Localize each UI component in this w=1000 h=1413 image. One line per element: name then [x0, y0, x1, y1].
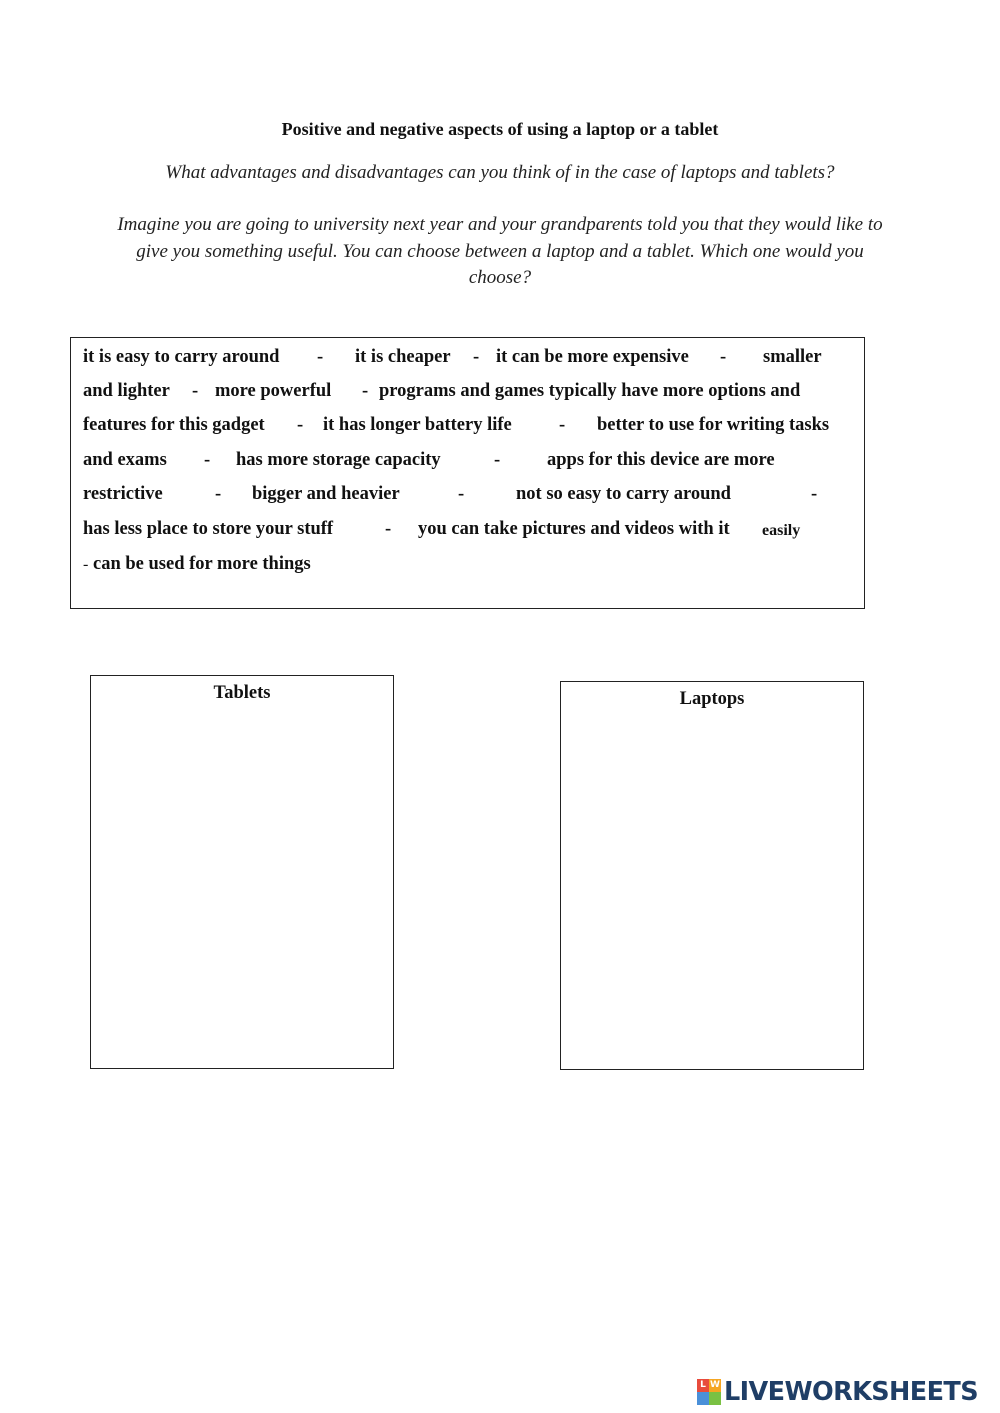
separator: - — [83, 556, 89, 573]
liveworksheets-logo — [697, 1375, 978, 1409]
separator: - — [204, 450, 211, 470]
logo-tile: W — [710, 1380, 720, 1390]
separator: - — [362, 381, 369, 401]
separator: - — [385, 519, 392, 539]
word-bank-phrase[interactable]: it can be more expensive — [496, 347, 689, 367]
word-bank-phrase[interactable]: has more storage capacity — [236, 450, 441, 470]
logo-tile: L — [697, 1379, 709, 1392]
word-bank-phrase[interactable]: not so easy to carry around — [516, 484, 731, 504]
laptops-drop-zone[interactable] — [560, 681, 864, 1070]
logo-tile — [709, 1392, 721, 1405]
word-bank-phrase[interactable]: it is cheaper — [355, 347, 451, 367]
separator: - — [494, 450, 501, 470]
separator: - — [215, 484, 222, 504]
laptops-heading: Laptops — [679, 689, 745, 709]
worksheet-title: Positive and negative aspects of using a laptop or a tablet — [281, 119, 719, 139]
word-bank-phrase[interactable]: it has longer battery life — [323, 415, 512, 435]
word-bank-phrase[interactable]: apps for this device are more — [547, 450, 775, 470]
word-bank-phrase[interactable]: better to use for writing tasks — [597, 415, 830, 435]
separator: - — [297, 415, 304, 435]
word-bank-box — [70, 337, 865, 609]
separator: - — [720, 347, 727, 367]
word-bank-phrase[interactable]: can be used for more things — [93, 554, 311, 574]
word-bank-phrase[interactable]: and lighter — [83, 381, 170, 401]
word-bank-phrase[interactable]: restrictive — [83, 484, 163, 504]
tablets-drop-zone[interactable] — [90, 675, 394, 1069]
word-bank-phrase-end: easily — [762, 522, 801, 539]
separator: - — [473, 347, 480, 367]
separator: - — [811, 484, 818, 504]
word-bank-phrase[interactable]: bigger and heavier — [252, 484, 400, 504]
liveworksheets-icon — [697, 1379, 721, 1405]
word-bank-phrase[interactable]: it is easy to carry around — [83, 347, 280, 367]
separator: - — [559, 415, 566, 435]
word-bank-phrase[interactable]: more powerful — [215, 381, 332, 401]
word-bank-phrase[interactable]: and exams — [83, 450, 167, 470]
word-bank-phrase[interactable]: programs and games typically have more options and — [379, 381, 801, 401]
question-choice: Imagine you are going to university next year and your grandparents told you that they would like to give you something useful. You can choose between a laptop and a tablet. Which one would you choose? — [117, 214, 883, 288]
word-bank-phrase[interactable]: has less place to store your stuff — [83, 519, 334, 539]
liveworksheets-wordmark: LIVEWORKSHEETS — [724, 1377, 978, 1407]
tablets-heading: Tablets — [213, 683, 271, 703]
separator: - — [317, 347, 324, 367]
word-bank-phrase[interactable]: smaller — [763, 347, 822, 367]
separator: - — [192, 381, 199, 401]
separator: - — [458, 484, 465, 504]
question-advantages: What advantages and disadvantages can you think of in the case of laptops and tablets? — [165, 162, 835, 183]
word-bank-phrase[interactable]: features for this gadget — [83, 415, 265, 435]
word-bank-phrase[interactable]: you can take pictures and videos with it — [418, 519, 730, 539]
logo-tile — [697, 1392, 709, 1405]
